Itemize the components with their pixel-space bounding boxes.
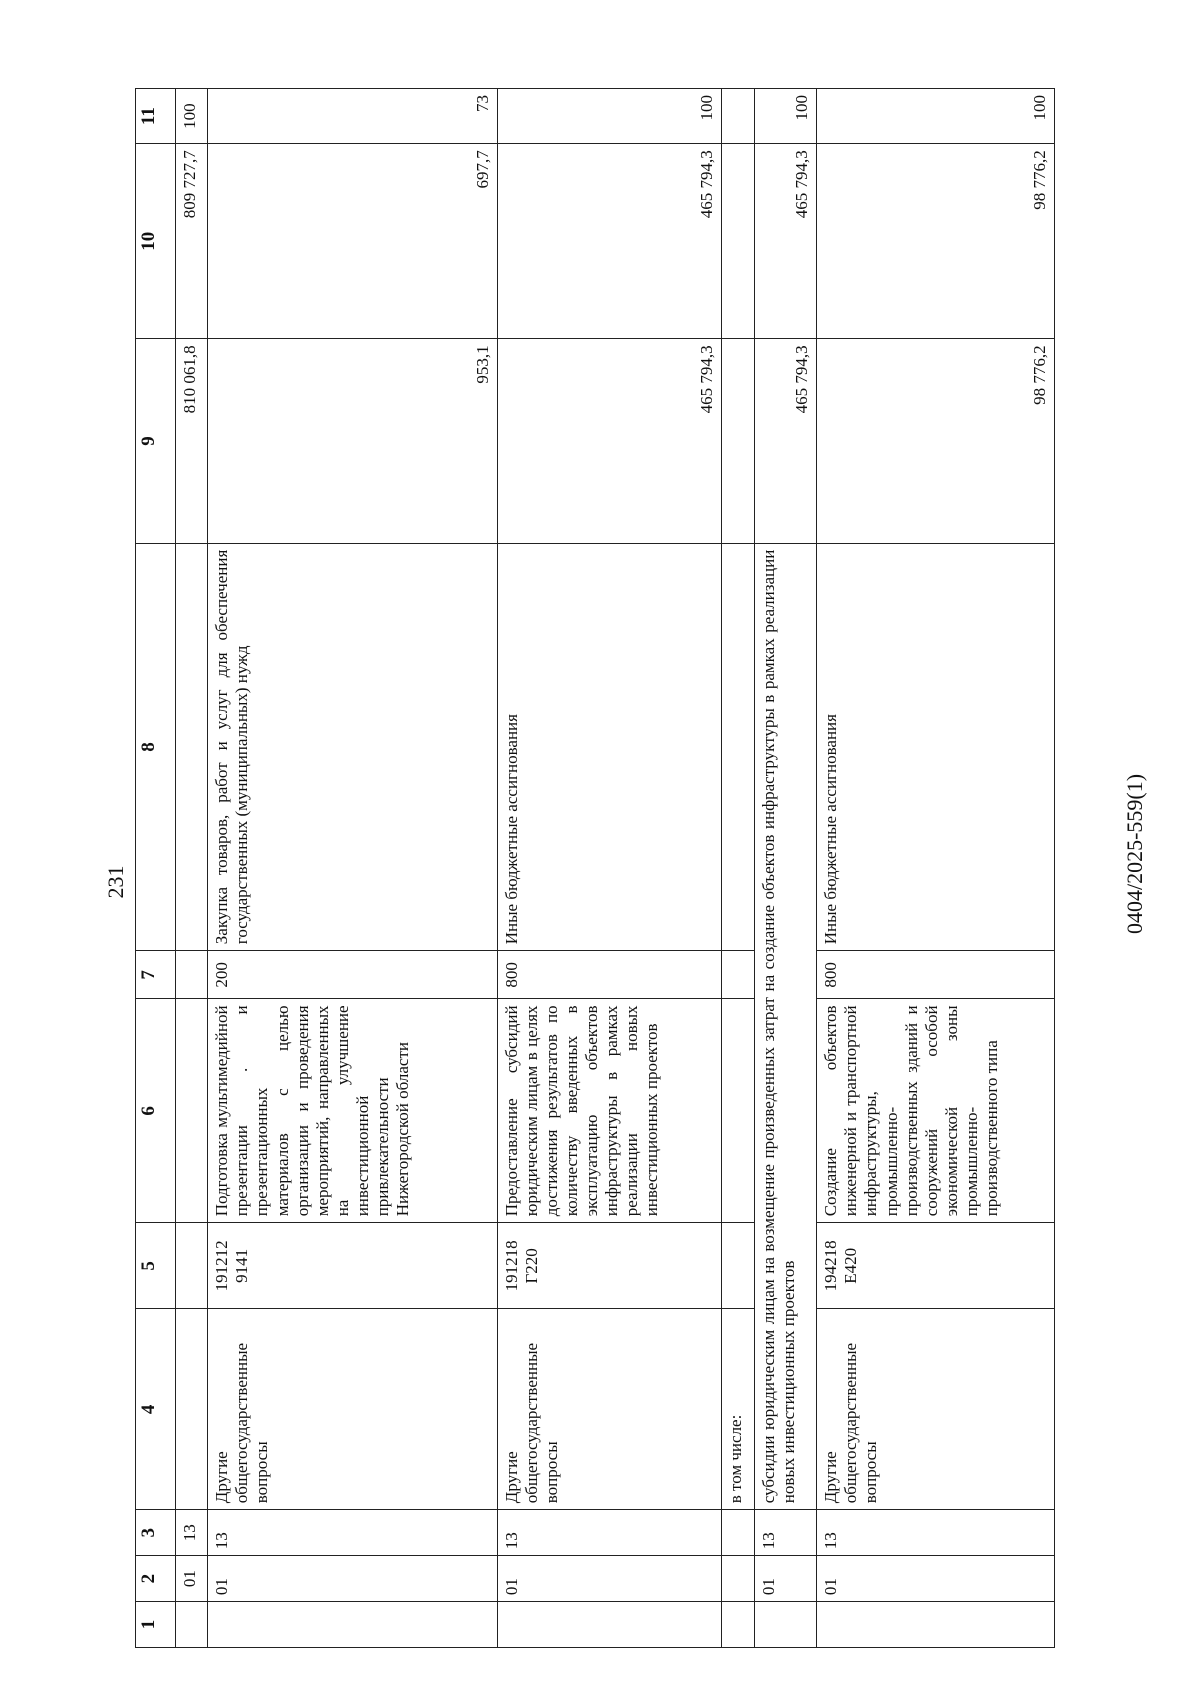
table-cell bbox=[722, 1510, 754, 1556]
table-cell: 01 bbox=[817, 1556, 1055, 1602]
table-cell: 465 794,3 bbox=[497, 144, 722, 339]
table-cell bbox=[722, 1602, 754, 1648]
table-cell bbox=[722, 339, 754, 543]
table-cell: 13 bbox=[754, 1510, 817, 1556]
table-row bbox=[208, 89, 497, 1648]
table-cell: 191212 9141 bbox=[208, 1223, 497, 1309]
table-cell: 100 bbox=[817, 89, 1055, 144]
table-cell: 100 bbox=[754, 89, 817, 144]
table-cell: 800 bbox=[817, 951, 1055, 999]
column-header: 8 bbox=[136, 543, 176, 951]
column-header: 5 bbox=[136, 1223, 176, 1309]
column-header: 2 bbox=[136, 1556, 176, 1602]
table-cell: 01 bbox=[497, 1556, 722, 1602]
table-cell: 810 061,8 bbox=[176, 339, 208, 543]
budget-table-container bbox=[135, 88, 1055, 1648]
table-cell: 953,1 bbox=[208, 339, 497, 543]
table-cell: Предоставление субсидий юридическим лицам в целях достижения результатов по количеству введенных в эксплуатацию объектов инфраструктуры в рамках реализации новых инвестиционных проектов bbox=[497, 999, 722, 1223]
table-cell: Другие общегосударственные вопросы bbox=[208, 1309, 497, 1510]
table-cell: 98 776,2 bbox=[817, 339, 1055, 543]
column-header: 4 bbox=[136, 1309, 176, 1510]
table-cell bbox=[754, 1602, 817, 1648]
column-header: 6 bbox=[136, 999, 176, 1223]
document-code: 0404/2025-559(1) bbox=[1122, 773, 1147, 935]
table-cell: Иные бюджетные ассигнования bbox=[817, 543, 1055, 951]
page-number: 231 bbox=[103, 865, 128, 899]
column-header: 1 bbox=[136, 1602, 176, 1648]
table-row bbox=[817, 89, 1055, 1648]
table-cell bbox=[176, 1602, 208, 1648]
table-cell bbox=[722, 89, 754, 144]
table-cell: 01 bbox=[754, 1556, 817, 1602]
table-cell: 191218 Г220 bbox=[497, 1223, 722, 1309]
table-cell: 100 bbox=[176, 89, 208, 144]
table-header-row bbox=[136, 89, 176, 1648]
budget-table bbox=[135, 88, 1055, 1648]
table-cell-merged: субсидии юридическим лицам на возмещение произведенных затрат на создание объектов инфраструктуры в рамках реализации новых инвестиционных проектов bbox=[754, 543, 817, 1510]
table-cell: Создание объектов инженерной и транспортной инфраструктуры, промышленно-производственных зданий и сооружений особой экономической зоны промышленно-производственного типа bbox=[817, 999, 1055, 1223]
table-cell bbox=[176, 1223, 208, 1309]
table-cell bbox=[176, 999, 208, 1223]
table-cell bbox=[176, 1309, 208, 1510]
table-cell bbox=[497, 1602, 722, 1648]
table-cell: 194218 Е420 bbox=[817, 1223, 1055, 1309]
table-cell bbox=[722, 999, 754, 1223]
table-cell: в том числе: bbox=[722, 1309, 754, 1510]
table-cell: 13 bbox=[208, 1510, 497, 1556]
table-cell: Другие общегосударственные вопросы bbox=[817, 1309, 1055, 1510]
column-header: 11 bbox=[136, 89, 176, 144]
column-header: 7 bbox=[136, 951, 176, 999]
table-cell: 100 bbox=[497, 89, 722, 144]
table-cell: 01 bbox=[176, 1556, 208, 1602]
table-cell: 465 794,3 bbox=[754, 144, 817, 339]
table-row-subitem bbox=[754, 89, 817, 1648]
table-cell: 73 bbox=[208, 89, 497, 144]
table-cell: 01 bbox=[208, 1556, 497, 1602]
table-cell bbox=[176, 543, 208, 951]
table-cell: Закупка товаров, работ и услуг для обеспечения государственных (муниципальных) нужд bbox=[208, 543, 497, 951]
table-cell: 697,7 bbox=[208, 144, 497, 339]
table-cell: 465 794,3 bbox=[754, 339, 817, 543]
table-cell bbox=[176, 951, 208, 999]
table-cell: 809 727,7 bbox=[176, 144, 208, 339]
table-cell: Подготовка мультимедийной презентации . и презентационных материалов с целью организации и проведения мероприятий, направленных на улучшение инвестиционной привлекательности Нижегородской области bbox=[208, 999, 497, 1223]
table-cell bbox=[722, 144, 754, 339]
table-row bbox=[497, 89, 722, 1648]
table-cell: Иные бюджетные ассигнования bbox=[497, 543, 722, 951]
table-cell: 465 794,3 bbox=[497, 339, 722, 543]
table-cell: 13 bbox=[176, 1510, 208, 1556]
table-cell: 13 bbox=[497, 1510, 722, 1556]
table-cell bbox=[208, 1602, 497, 1648]
table-cell bbox=[722, 1556, 754, 1602]
table-row-total bbox=[176, 89, 208, 1648]
column-header: 3 bbox=[136, 1510, 176, 1556]
table-cell: Другие общегосударственные вопросы bbox=[497, 1309, 722, 1510]
table-cell: 200 bbox=[208, 951, 497, 999]
table-cell bbox=[722, 1223, 754, 1309]
table-cell bbox=[722, 543, 754, 951]
table-cell: 13 bbox=[817, 1510, 1055, 1556]
column-header: 9 bbox=[136, 339, 176, 543]
table-cell: 98 776,2 bbox=[817, 144, 1055, 339]
table-cell bbox=[722, 951, 754, 999]
table-cell: 800 bbox=[497, 951, 722, 999]
table-cell bbox=[817, 1602, 1055, 1648]
table-row-subheading bbox=[722, 89, 754, 1648]
column-header: 10 bbox=[136, 144, 176, 339]
